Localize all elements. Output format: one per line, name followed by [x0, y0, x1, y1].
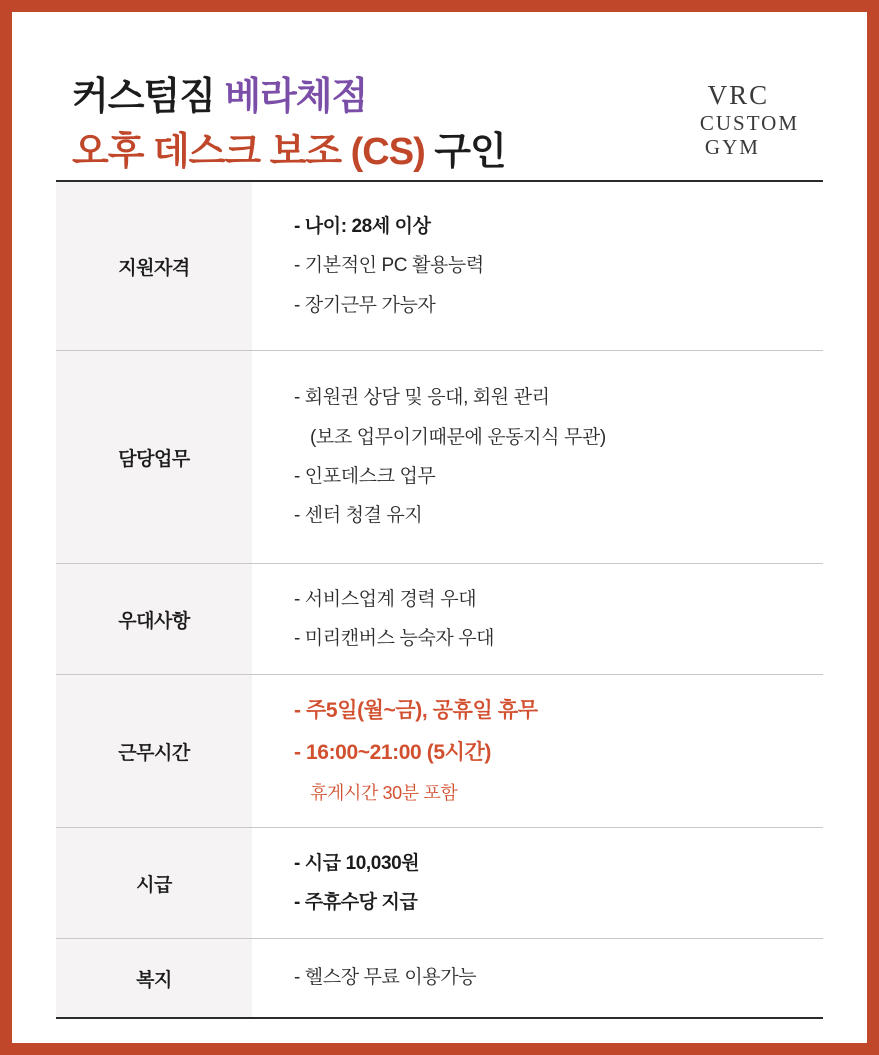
list-item: - 장기근무 가능자 — [294, 294, 436, 316]
logo-line-gym: GYM — [704, 135, 760, 159]
row-value-welfare — [252, 939, 823, 1017]
list-item: - 기본적인 PC 활용능력 — [294, 255, 484, 277]
row-label-wage: 시급 — [56, 828, 252, 938]
logo-line-vrc: VRC — [707, 80, 770, 110]
title-gym-name: 커스텀짐 — [72, 76, 225, 118]
table-row — [56, 564, 823, 675]
poster-header — [24, 24, 855, 174]
table-row — [56, 182, 823, 351]
row-label-preference: 우대사항 — [56, 564, 252, 674]
poster-inner — [24, 24, 855, 1031]
title-position: 오후 데스크 보조 (CS) — [72, 131, 435, 174]
row-value-wage — [252, 828, 823, 938]
row-value-duty — [252, 351, 823, 563]
row-value-qualification — [252, 182, 823, 350]
list-item: - 헬스장 무료 이용가능 — [294, 967, 477, 989]
list-item: - 인포데스크 업무 — [294, 466, 436, 487]
list-item: - 주휴수당 지급 — [294, 892, 418, 913]
table-row — [56, 675, 823, 828]
table-row — [56, 828, 823, 939]
row-label-welfare: 복지 — [56, 939, 252, 1017]
table-row — [56, 939, 823, 1019]
title-branch-name: 베라체점 — [224, 76, 368, 118]
brand-logo — [678, 82, 799, 158]
list-item: - 시급 10,030원 — [294, 852, 420, 874]
list-item: - 미리캔버스 능숙자 우대 — [294, 628, 495, 649]
list-item: - 센터 청결 유지 — [294, 505, 423, 527]
row-label-qualification: 지원자격 — [56, 182, 252, 350]
list-item: 휴게시간 30분 포함 — [310, 782, 458, 803]
list-item: - 회원권 상담 및 응대, 회원 관리 — [294, 387, 550, 409]
list-item: - 나이: 28세 이상 — [294, 215, 431, 237]
row-label-work-hours: 근무시간 — [56, 675, 252, 827]
list-item: - 주5일(월~금), 공휴일 휴무 — [294, 698, 538, 722]
logo-line-custom: CUSTOM — [699, 111, 799, 135]
row-value-work-hours — [252, 675, 823, 827]
job-details-table — [56, 180, 823, 1019]
row-value-preference — [252, 564, 823, 674]
list-item: - 16:00~21:00 (5시간) — [294, 741, 491, 765]
list-item: (보조 업무이기때문에 운동지식 무관) — [310, 426, 606, 448]
list-item: - 서비스업계 경력 우대 — [294, 588, 477, 610]
table-row — [56, 351, 823, 564]
row-label-duty: 담당업무 — [56, 351, 252, 563]
title-recruit: 구인 — [434, 131, 506, 174]
